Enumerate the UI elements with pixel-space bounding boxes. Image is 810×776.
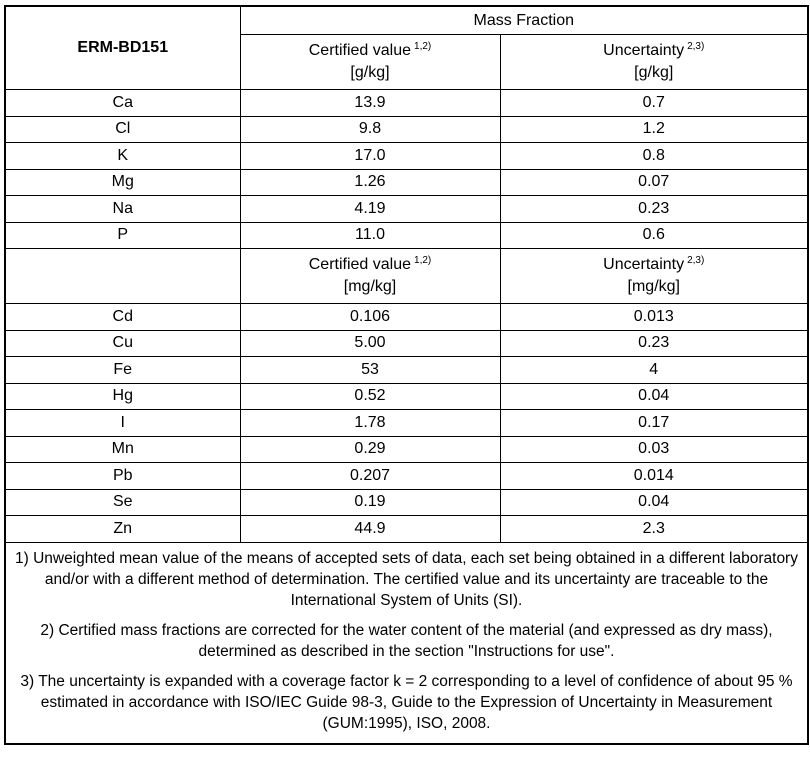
footnote-3: 3) The uncertainty is expanded with a coverage factor k = 2 corresponding to a level of confidence of about 95 % estimated in accordance with ISO/IEC Guide 98-3, Guide to the Expression of Uncertainty in Measurement (GUM:1995), ISO, 2008.	[20, 672, 793, 732]
subheader-row-mgkg	[5, 249, 808, 304]
table-row	[5, 330, 808, 357]
uncertainty-value-cell: 4	[500, 357, 808, 384]
certified-label: Certified value	[308, 256, 412, 274]
table-row	[5, 143, 808, 170]
table-row	[5, 304, 808, 331]
certified-value-cell: 4.19	[240, 196, 500, 223]
certified-value-cell: 44.9	[240, 516, 500, 543]
footnotes-row	[5, 542, 808, 744]
element-symbol: Mg	[5, 169, 240, 196]
uncertainty-label: Uncertainty	[603, 256, 685, 274]
empty-cell	[5, 249, 240, 304]
column-header-certified-mgkg	[240, 249, 500, 304]
certified-value-cell: 0.207	[240, 463, 500, 490]
certified-value-cell: 0.52	[240, 383, 500, 410]
footnote-ref: 2,3)	[687, 41, 705, 53]
table-row	[5, 383, 808, 410]
table-row	[5, 169, 808, 196]
footnote-ref: 1,2)	[414, 41, 432, 53]
element-symbol: K	[5, 143, 240, 170]
certified-value-cell: 1.26	[240, 169, 500, 196]
uncertainty-value-cell: 2.3	[500, 516, 808, 543]
uncertainty-value-cell: 1.2	[500, 116, 808, 143]
certified-unit: [mg/kg]	[343, 278, 397, 295]
certified-value-cell: 11.0	[240, 222, 500, 249]
element-symbol: Cu	[5, 330, 240, 357]
footnote-2: 2) Certified mass fractions are corrected for the water content of the material (and expressed as dry mass), determined as described in the section "Instructions for use".	[40, 621, 773, 660]
table-row	[5, 410, 808, 437]
element-symbol: Zn	[5, 516, 240, 543]
element-symbol: P	[5, 222, 240, 249]
certified-label: Certified value	[308, 42, 412, 60]
uncertainty-unit: [g/kg]	[634, 64, 674, 81]
footnote-1: 1) Unweighted mean value of the means of accepted sets of data, each set being obtained in a different laboratory and/or with a different method of determination. The certified value and its uncertainty are traceable to the International System of Units (SI).	[15, 549, 798, 609]
certified-value-cell: 0.106	[240, 304, 500, 331]
uncertainty-value-cell: 0.23	[500, 196, 808, 223]
element-symbol: I	[5, 410, 240, 437]
certified-value-cell: 53	[240, 357, 500, 384]
table-row	[5, 489, 808, 516]
table-row	[5, 436, 808, 463]
footnote-ref: 2,3)	[687, 255, 705, 267]
uncertainty-value-cell: 0.03	[500, 436, 808, 463]
certified-value-cell: 0.29	[240, 436, 500, 463]
table-row	[5, 90, 808, 117]
element-symbol: Ca	[5, 90, 240, 117]
table-header-row	[5, 6, 808, 35]
certified-value-cell: 17.0	[240, 143, 500, 170]
uncertainty-value-cell: 0.7	[500, 90, 808, 117]
table-row	[5, 463, 808, 490]
uncertainty-value-cell: 0.04	[500, 489, 808, 516]
certified-value-cell: 13.9	[240, 90, 500, 117]
footnotes-section	[5, 542, 808, 744]
element-symbol: Pb	[5, 463, 240, 490]
uncertainty-unit: [mg/kg]	[627, 278, 680, 295]
column-header-uncertainty-mgkg	[500, 249, 808, 304]
table-row	[5, 196, 808, 223]
column-header-certified-gkg	[240, 35, 500, 90]
element-symbol: Na	[5, 196, 240, 223]
table-row	[5, 116, 808, 143]
certified-unit: [g/kg]	[350, 64, 390, 81]
certified-value-cell: 9.8	[240, 116, 500, 143]
table-row	[5, 516, 808, 543]
element-symbol: Cl	[5, 116, 240, 143]
uncertainty-value-cell: 0.014	[500, 463, 808, 490]
certified-value-cell: 0.19	[240, 489, 500, 516]
uncertainty-value-cell: 0.8	[500, 143, 808, 170]
certified-value-cell: 5.00	[240, 330, 500, 357]
uncertainty-value-cell: 0.013	[500, 304, 808, 331]
uncertainty-value-cell: 0.17	[500, 410, 808, 437]
uncertainty-value-cell: 0.04	[500, 383, 808, 410]
element-symbol: Mn	[5, 436, 240, 463]
uncertainty-value-cell: 0.07	[500, 169, 808, 196]
material-id: ERM-BD151	[5, 6, 240, 90]
certified-values-table	[4, 5, 809, 745]
table-row	[5, 222, 808, 249]
element-symbol: Cd	[5, 304, 240, 331]
element-symbol: Hg	[5, 383, 240, 410]
uncertainty-value-cell: 0.23	[500, 330, 808, 357]
certified-value-cell: 1.78	[240, 410, 500, 437]
element-symbol: Se	[5, 489, 240, 516]
footnote-ref: 1,2)	[414, 255, 432, 267]
column-header-uncertainty-gkg	[500, 35, 808, 90]
uncertainty-label: Uncertainty	[603, 42, 685, 60]
group-header-mass-fraction: Mass Fraction	[240, 6, 808, 35]
uncertainty-value-cell: 0.6	[500, 222, 808, 249]
table-row	[5, 357, 808, 384]
element-symbol: Fe	[5, 357, 240, 384]
